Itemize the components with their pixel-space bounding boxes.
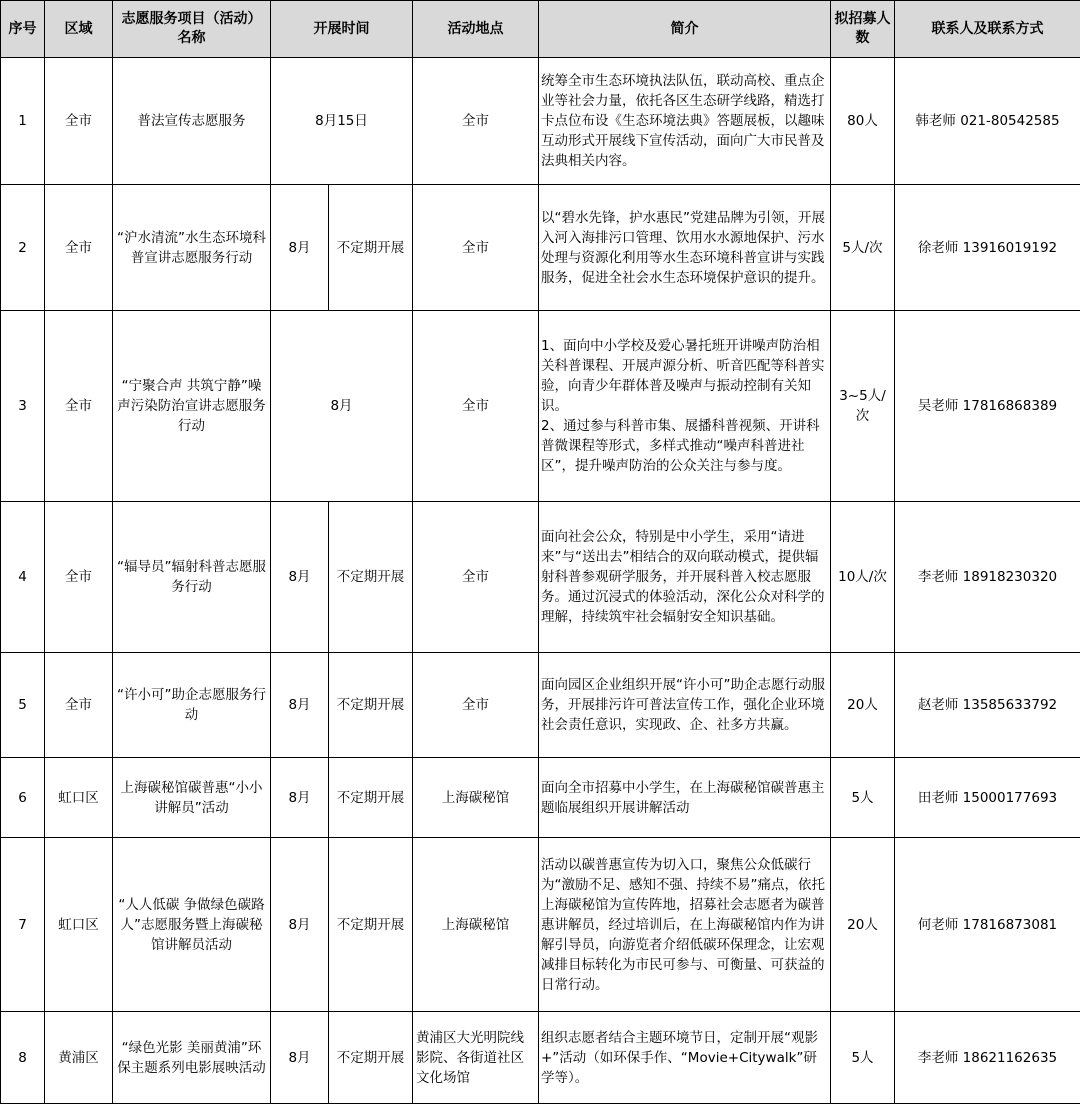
cell-intro: 组织志愿者结合主题环境节日，定制开展“观影+”活动（如环保手作、“Movie+Citywalk”研学等）。 <box>539 1012 831 1104</box>
cell-time-month: 8月 <box>271 502 329 653</box>
cell-intro: 活动以碳普惠宣传为切入口，聚焦公众低碳行为“激励不足、感知不强、持续不易”痛点，依托上海碳秘馆为宣传阵地，招募社会志愿者为碳普惠讲解员，经过培训后，在上海碳秘馆内作为讲解引导员，向游览者介绍低碳环保理念，让宏观减排目标转化为市民可参与、可衡量、可获益的日常行动。 <box>539 838 831 1012</box>
cell-contact: 李老师 18621162635 <box>895 1012 1080 1104</box>
cell-intro: 1、面向中小学校及爱心暑托班开讲噪声防治相关科普课程、开展声源分析、听音匹配等科普实验，向青少年群体普及噪声与振动控制有关知识。 2、通过参与科普市集、展播科普视频、开讲科普微课程等形式，多样式推动“噪声科普进社区”，提升噪声防治的公众关注与参与度。 <box>539 311 831 502</box>
cell-seq: 8 <box>1 1012 45 1104</box>
cell-seq: 7 <box>1 838 45 1012</box>
cell-intro: 面向社会公众，特别是中小学生，采用“请进来”与“送出去”相结合的双向联动模式，提供辐射科普参观研学服务，并开展科普入校志愿服务。通过沉浸式的体验活动，深化公众对科学的理解，持续筑牢社会辐射安全知识基础。 <box>539 502 831 653</box>
cell-place: 全市 <box>413 311 539 502</box>
cell-time-freq: 不定期开展 <box>329 758 413 838</box>
cell-contact: 吴老师 17816868389 <box>895 311 1080 502</box>
cell-place: 全市 <box>413 653 539 758</box>
cell-time-freq: 不定期开展 <box>329 838 413 1012</box>
cell-count: 80人 <box>831 58 895 185</box>
cell-time-month: 8月 <box>271 758 329 838</box>
cell-area: 黄浦区 <box>45 1012 113 1104</box>
cell-time-month: 8月 <box>271 185 329 311</box>
cell-time-freq: 不定期开展 <box>329 502 413 653</box>
cell-contact: 何老师 17816873081 <box>895 838 1080 1012</box>
cell-project: 上海碳秘馆碳普惠“小小讲解员”活动 <box>113 758 271 838</box>
cell-place: 全市 <box>413 58 539 185</box>
cell-place: 上海碳秘馆 <box>413 838 539 1012</box>
header-seq: 序号 <box>1 1 45 58</box>
cell-contact: 韩老师 021-80542585 <box>895 58 1080 185</box>
cell-area: 虹口区 <box>45 758 113 838</box>
cell-seq: 2 <box>1 185 45 311</box>
cell-project: “辐导员”辐射科普志愿服务行动 <box>113 502 271 653</box>
table-row <box>1 185 1080 311</box>
cell-project: 普法宣传志愿服务 <box>113 58 271 185</box>
table-row <box>1 58 1080 185</box>
cell-time-month: 8月 <box>271 653 329 758</box>
table-row <box>1 653 1080 758</box>
cell-seq: 3 <box>1 311 45 502</box>
cell-time-freq: 不定期开展 <box>329 1012 413 1104</box>
cell-project: “人人低碳 争做绿色碳路人”志愿服务暨上海碳秘馆讲解员活动 <box>113 838 271 1012</box>
table-row <box>1 758 1080 838</box>
cell-time-month: 8月 <box>271 311 413 502</box>
cell-area: 全市 <box>45 653 113 758</box>
cell-count: 5人/次 <box>831 185 895 311</box>
cell-area: 全市 <box>45 58 113 185</box>
header-place: 活动地点 <box>413 1 539 58</box>
cell-project: “沪水清流”水生态环境科普宣讲志愿服务行动 <box>113 185 271 311</box>
cell-count: 5人 <box>831 1012 895 1104</box>
header-area: 区域 <box>45 1 113 58</box>
cell-area: 全市 <box>45 502 113 653</box>
cell-time-freq: 不定期开展 <box>329 653 413 758</box>
cell-count: 20人 <box>831 653 895 758</box>
cell-time-month: 8月 <box>271 1012 329 1104</box>
cell-project: “宁聚合声 共筑宁静”噪声污染防治宣讲志愿服务行动 <box>113 311 271 502</box>
cell-place: 全市 <box>413 185 539 311</box>
cell-seq: 4 <box>1 502 45 653</box>
cell-contact: 赵老师 13585633792 <box>895 653 1080 758</box>
cell-contact: 徐老师 13916019192 <box>895 185 1080 311</box>
cell-count: 5人 <box>831 758 895 838</box>
cell-contact: 李老师 18918230320 <box>895 502 1080 653</box>
cell-time-freq: 不定期开展 <box>329 185 413 311</box>
table-row <box>1 502 1080 653</box>
table-row <box>1 838 1080 1012</box>
cell-intro: 以“碧水先锋，护水惠民”党建品牌为引领，开展入河入海排污口管理、饮用水水源地保护、污水处理与资源化利用等水生态环境科普宣讲与实践服务，促进全社会水生态环境保护意识的提升。 <box>539 185 831 311</box>
cell-place: 全市 <box>413 502 539 653</box>
cell-time-month: 8月15日 <box>271 58 413 185</box>
cell-place: 上海碳秘馆 <box>413 758 539 838</box>
table-row <box>1 1012 1080 1104</box>
cell-intro: 面向园区企业组织开展“许小可”助企志愿行动服务，开展排污许可普法宣传工作，强化企业环境社会责任意识，实现政、企、社多方共赢。 <box>539 653 831 758</box>
cell-intro: 统筹全市生态环境执法队伍，联动高校、重点企业等社会力量，依托各区生态研学线路，精选打卡点位布设《生态环境法典》答题展板，以趣味互动形式开展线下宣传活动，面向广大市民普及法典相关内容。 <box>539 58 831 185</box>
cell-intro: 面向全市招募中小学生，在上海碳秘馆碳普惠主题临展组织开展讲解活动 <box>539 758 831 838</box>
table-header <box>1 1 1080 58</box>
cell-seq: 6 <box>1 758 45 838</box>
cell-count: 10人/次 <box>831 502 895 653</box>
cell-area: 全市 <box>45 185 113 311</box>
header-row <box>1 1 1080 58</box>
cell-project: “绿色光影 美丽黄浦”环保主题系列电影展映活动 <box>113 1012 271 1104</box>
cell-count: 3~5人/次 <box>831 311 895 502</box>
cell-area: 全市 <box>45 311 113 502</box>
cell-place: 黄浦区大光明院线影院、各街道社区文化场馆 <box>413 1012 539 1104</box>
header-project: 志愿服务项目（活动）名称 <box>113 1 271 58</box>
header-intro: 简介 <box>539 1 831 58</box>
header-contact: 联系人及联系方式 <box>895 1 1080 58</box>
cell-contact: 田老师 15000177693 <box>895 758 1080 838</box>
cell-area: 虹口区 <box>45 838 113 1012</box>
cell-seq: 1 <box>1 58 45 185</box>
header-time: 开展时间 <box>271 1 413 58</box>
cell-count: 20人 <box>831 838 895 1012</box>
cell-seq: 5 <box>1 653 45 758</box>
cell-time-month: 8月 <box>271 838 329 1012</box>
header-count: 拟招募人数 <box>831 1 895 58</box>
table-body <box>1 58 1080 1104</box>
cell-project: “许小可”助企志愿服务行动 <box>113 653 271 758</box>
table-row <box>1 311 1080 502</box>
